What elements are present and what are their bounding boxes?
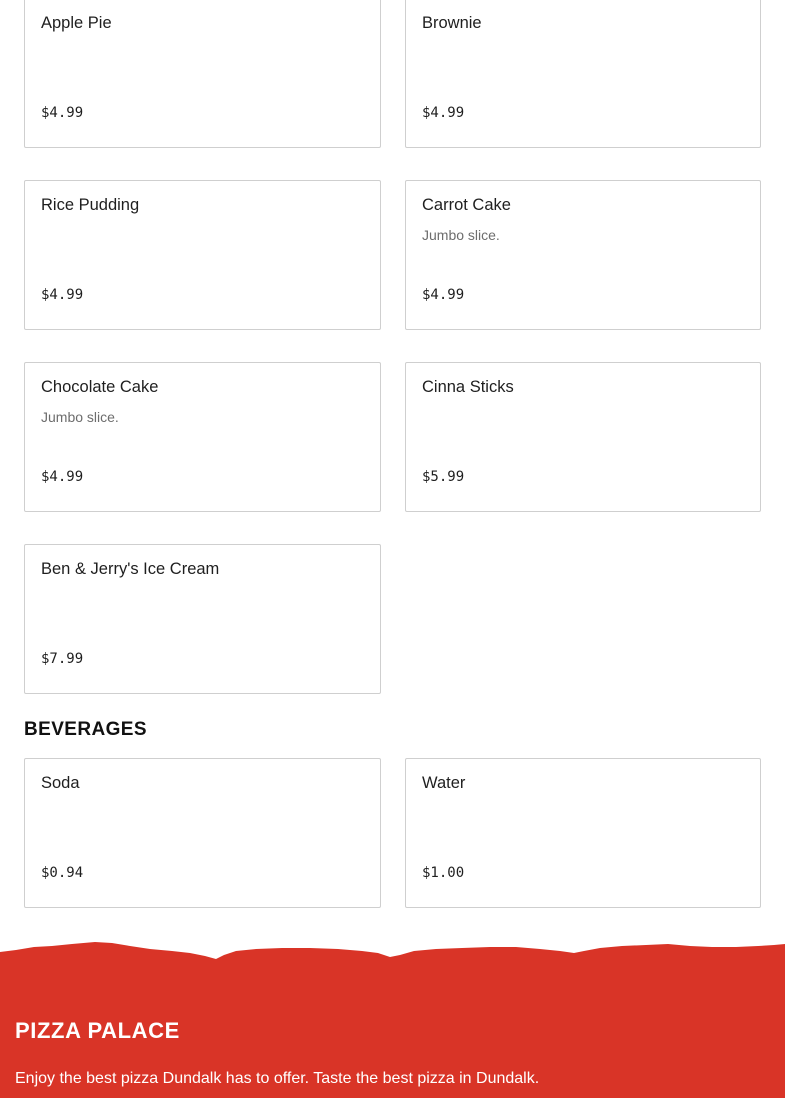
item-name: Apple Pie — [41, 14, 112, 32]
item-price: $4.99 — [422, 287, 465, 303]
item-name: Rice Pudding — [41, 196, 140, 214]
menu-item-card-brownie[interactable] — [405, 0, 761, 148]
item-description: Jumbo slice. — [41, 409, 119, 425]
footer-brand-title: PIZZA PALACE — [15, 1018, 180, 1043]
torn-edge-decoration — [0, 938, 785, 964]
menu-item-card-chocolate-cake[interactable] — [24, 362, 381, 512]
menu-item-card-apple-pie[interactable] — [24, 0, 381, 148]
menu-item-card-water[interactable] — [405, 758, 761, 908]
footer-tagline: Enjoy the best pizza Dundalk has to offer. Taste the best pizza in Dundalk. — [15, 1070, 540, 1087]
menu-item-card-soda[interactable] — [24, 758, 381, 908]
item-price: $0.94 — [41, 865, 84, 881]
desserts-grid — [24, 0, 761, 694]
menu-item-card-rice-pudding[interactable] — [24, 180, 381, 330]
item-price: $4.99 — [41, 105, 84, 121]
item-description: Jumbo slice. — [422, 227, 500, 243]
item-name: Ben & Jerry's Ice Cream — [41, 560, 220, 578]
item-price: $4.99 — [41, 287, 84, 303]
item-name: Water — [422, 774, 466, 792]
section-title-beverages: BEVERAGES — [24, 719, 147, 740]
item-price: $4.99 — [422, 105, 465, 121]
item-name: Carrot Cake — [422, 196, 511, 214]
menu-item-card-ice-cream[interactable] — [24, 544, 381, 694]
beverages-grid — [24, 758, 761, 908]
item-name: Chocolate Cake — [41, 378, 159, 396]
item-name: Brownie — [422, 14, 482, 32]
menu-item-card-cinna-sticks[interactable] — [405, 362, 761, 512]
item-price: $5.99 — [422, 469, 465, 485]
item-name: Soda — [41, 774, 80, 792]
menu-item-card-carrot-cake[interactable] — [405, 180, 761, 330]
item-price: $4.99 — [41, 469, 84, 485]
item-price: $7.99 — [41, 651, 84, 667]
item-name: Cinna Sticks — [422, 378, 514, 396]
menu-list — [24, 0, 761, 908]
item-price: $1.00 — [422, 865, 465, 881]
